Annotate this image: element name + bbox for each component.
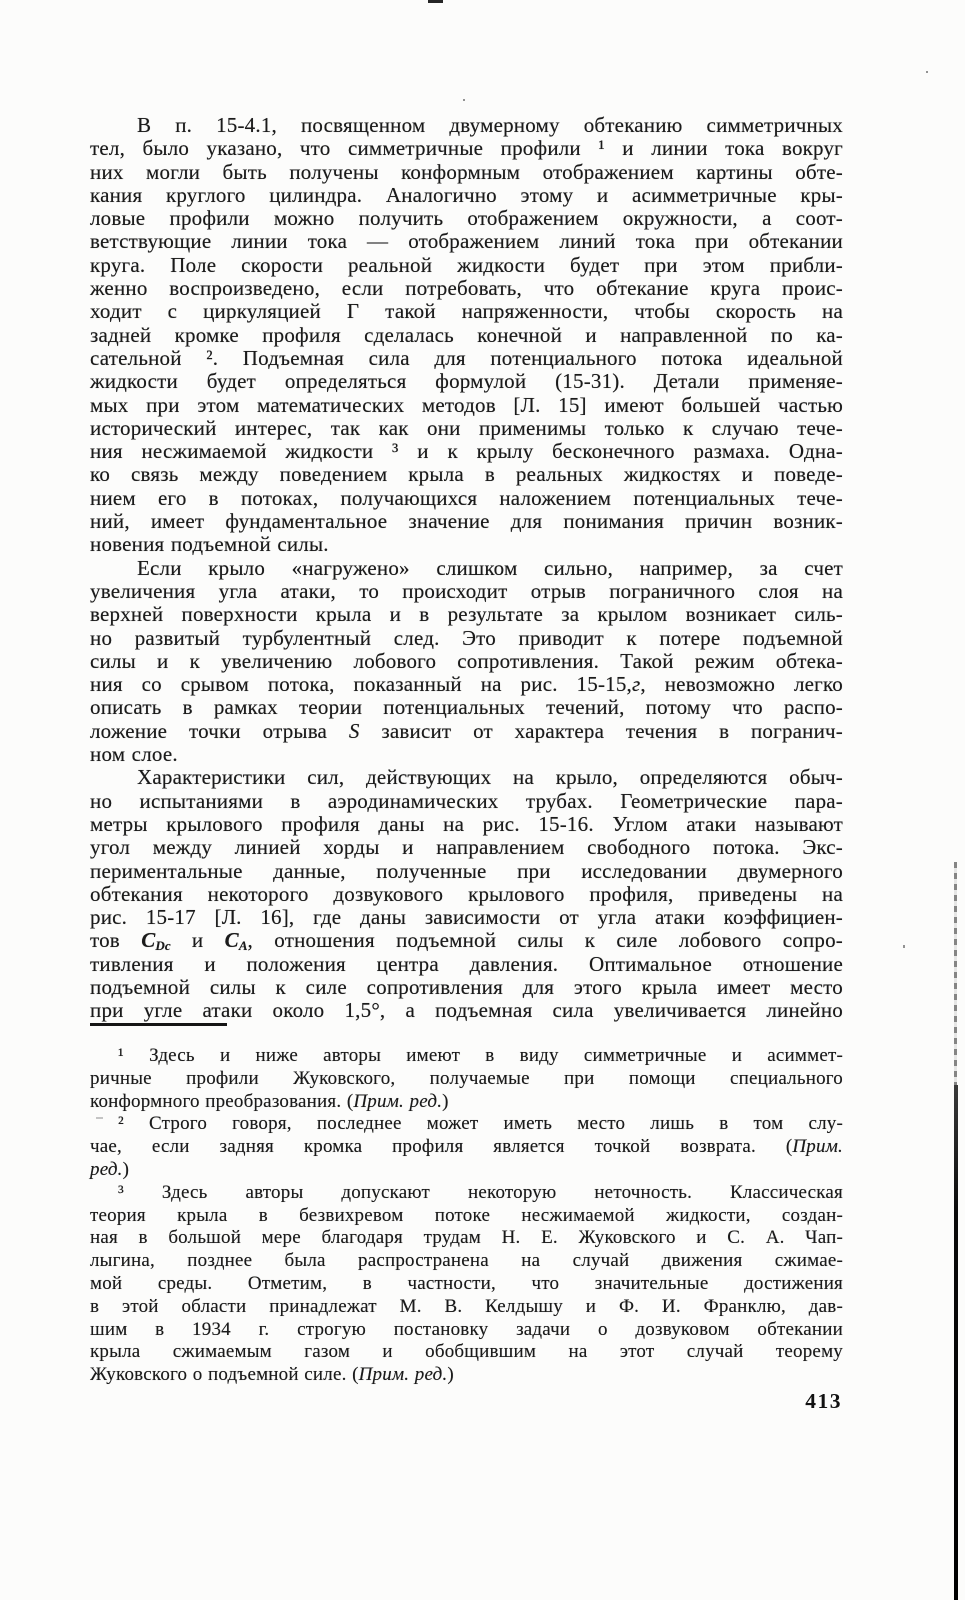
scan-top-mark bbox=[428, 0, 443, 3]
paragraph bbox=[90, 766, 843, 1022]
text-line: ¹ Здесь и ниже авторы имеют в виду симметричные и асиммет- bbox=[118, 1045, 843, 1066]
scan-speck bbox=[926, 71, 928, 73]
text-line: исторический интерес, так как они применимы только к случаю тече- bbox=[90, 415, 843, 440]
text-line: ходит с циркуляцией Г такой напряженности, чтобы скорость на bbox=[90, 299, 843, 324]
footnote-separator bbox=[90, 1023, 227, 1026]
scan-speck bbox=[463, 99, 465, 101]
text-line: тел, было указано, что симметричные профили ¹ и линии тока вокруг bbox=[90, 136, 843, 161]
footnote bbox=[90, 1045, 843, 1113]
text-line: ложение точки отрыва S зависит от характера течения в погранич- bbox=[90, 718, 843, 743]
text-line: новения подъемной силы. bbox=[90, 532, 329, 557]
text-line: нием его в потоках, получающихся наложением потенциальных тече- bbox=[90, 485, 843, 510]
scan-edge-line-dashed bbox=[954, 862, 957, 1085]
text-line: мых при этом математических методов [Л. 15] имеют большей частью bbox=[90, 392, 843, 417]
page-number: 413 bbox=[805, 1389, 842, 1413]
text-line: ном слое. bbox=[90, 742, 178, 767]
text-line: тивления и положения центра давления. Оптимальное отношение bbox=[90, 951, 843, 976]
text-line: но развитый турбулентный след. Это приводит к потере подъемной bbox=[90, 625, 843, 650]
text-line: мой среды. Отметим, в частности, что значительные достижения bbox=[90, 1272, 843, 1294]
scan-edge-line-solid bbox=[954, 1085, 958, 1600]
text-line: ветствующие линии тока — отображением линий тока при обтекании bbox=[90, 229, 843, 254]
text-line: увеличения угла атаки, то происходит отрыв пограничного слоя на bbox=[90, 578, 843, 603]
text-line: Характеристики сил, действующих на крыло, определяются обыч- bbox=[137, 765, 843, 790]
scan-speck bbox=[903, 945, 905, 948]
text-line: женно воспроизведено, если потребовать, что обтекание круга проис- bbox=[90, 276, 843, 301]
text-line: шим в 1934 г. строгую постановку задачи о дозвуковом обтекании bbox=[90, 1318, 843, 1340]
paragraph bbox=[90, 557, 843, 767]
text-line: метры крылового профиля даны на рис. 15-16. Углом атаки называют bbox=[90, 811, 843, 836]
text-line: конформного преобразования. (Прим. ред.) bbox=[90, 1090, 449, 1112]
text-line: крыла сжимаемым газом и обобщившим на этот случай теорему bbox=[90, 1341, 843, 1363]
text-line: ричные профили Жуковского, получаемые при помощи специального bbox=[90, 1067, 843, 1089]
text-line: чае, если задняя кромка профиля является точкой возврата. (Прим. bbox=[90, 1136, 843, 1158]
text-line: лыгина, позднее была распространена на случай движения сжимае- bbox=[90, 1250, 843, 1272]
text-line: ний, имеет фундаментальное значение для понимания причин возник- bbox=[90, 509, 843, 534]
text-line: угол между линией хорды и направлением свободного потока. Экс- bbox=[90, 835, 843, 860]
body-text bbox=[90, 114, 843, 1023]
text-line: ред.) bbox=[90, 1158, 130, 1180]
text-line: обтекания некоторого дозвукового крылового профиля, приведены на bbox=[90, 881, 843, 906]
text-line: кания круглого цилиндра. Аналогично этому и асимметричные кры- bbox=[90, 182, 843, 207]
text-line: задней кромке профиля сделалась конечной и направленной по ка- bbox=[90, 322, 843, 347]
text-line: жидкости будет определяться формулой (15-31). Детали применяе- bbox=[90, 369, 843, 394]
paragraph bbox=[90, 114, 843, 557]
text-line: ная в большой мере благодаря трудам Н. Е. Жуковского и С. А. Чап- bbox=[90, 1227, 843, 1249]
text-line: подъемной силы к силе сопротивления для этого крыла имеет место bbox=[90, 974, 843, 999]
text-line: верхней поверхности крыла и в результате за крылом возникает силь- bbox=[90, 602, 843, 627]
text-line: описать в рамках теории потенциальных течений, потому что распо- bbox=[90, 695, 843, 720]
text-line: ловые профили можно получить отображением окружности, а соот- bbox=[90, 206, 843, 231]
text-line: сательной ². Подъемная сила для потенциального потока идеальной bbox=[90, 345, 843, 370]
text-line: силы и к увеличению лобового сопротивления. Такой режим обтека- bbox=[90, 648, 843, 673]
text-line: Жуковского о подъемной силе. (Прим. ред.) bbox=[90, 1364, 454, 1386]
text-line: Если крыло «нагружено» слишком сильно, например, за счет bbox=[137, 555, 843, 580]
text-line: периментальные данные, полученные при исследовании двумерного bbox=[90, 858, 843, 883]
text-line: теория крыла в безвихревом потоке несжимаемой жидкости, создан- bbox=[90, 1204, 843, 1226]
footnote bbox=[90, 1182, 843, 1387]
text-line: ³ Здесь авторы допускают некоторую неточность. Классическая bbox=[118, 1181, 843, 1203]
text-line: в этой области принадлежат М. В. Келдышу и Ф. И. Франклю, дав- bbox=[90, 1295, 843, 1317]
text-line: рис. 15-17 [Л. 16], где даны зависимости от угла атаки коэффициен- bbox=[90, 905, 843, 930]
text-line: круга. Поле скорости реальной жидкости будет при этом прибли- bbox=[90, 252, 843, 277]
text-line: но испытаниями в аэродинамических трубах. Геометрические пара- bbox=[90, 788, 843, 813]
footnote bbox=[90, 1113, 843, 1181]
text-line: В п. 15-4.1, посвященном двумерному обтеканию симметричных bbox=[137, 113, 843, 137]
text-line: тов $C_{Dc}$ и $C_A$, отношения подъемной силы к силе лобового сопро- bbox=[90, 928, 843, 954]
footnotes bbox=[90, 1045, 843, 1387]
text-line: при угле атаки около 1,5°, а подъемная сила увеличивается линейно bbox=[90, 998, 843, 1023]
text-line: ² Строго говоря, последнее может иметь место лишь в том слу- bbox=[118, 1113, 843, 1135]
text-line: ния со срывом потока, показанный на рис. 15-15,г, невозможно легко bbox=[90, 672, 843, 697]
text-line: них могли быть получены конформным отображением картины обте- bbox=[90, 159, 843, 184]
text-line: ния несжимаемой жидкости ³ и к крылу бесконечного размаха. Одна- bbox=[90, 439, 843, 464]
text-line: ко связь между поведением крыла в реальных жидкостях и поведе- bbox=[90, 462, 843, 487]
